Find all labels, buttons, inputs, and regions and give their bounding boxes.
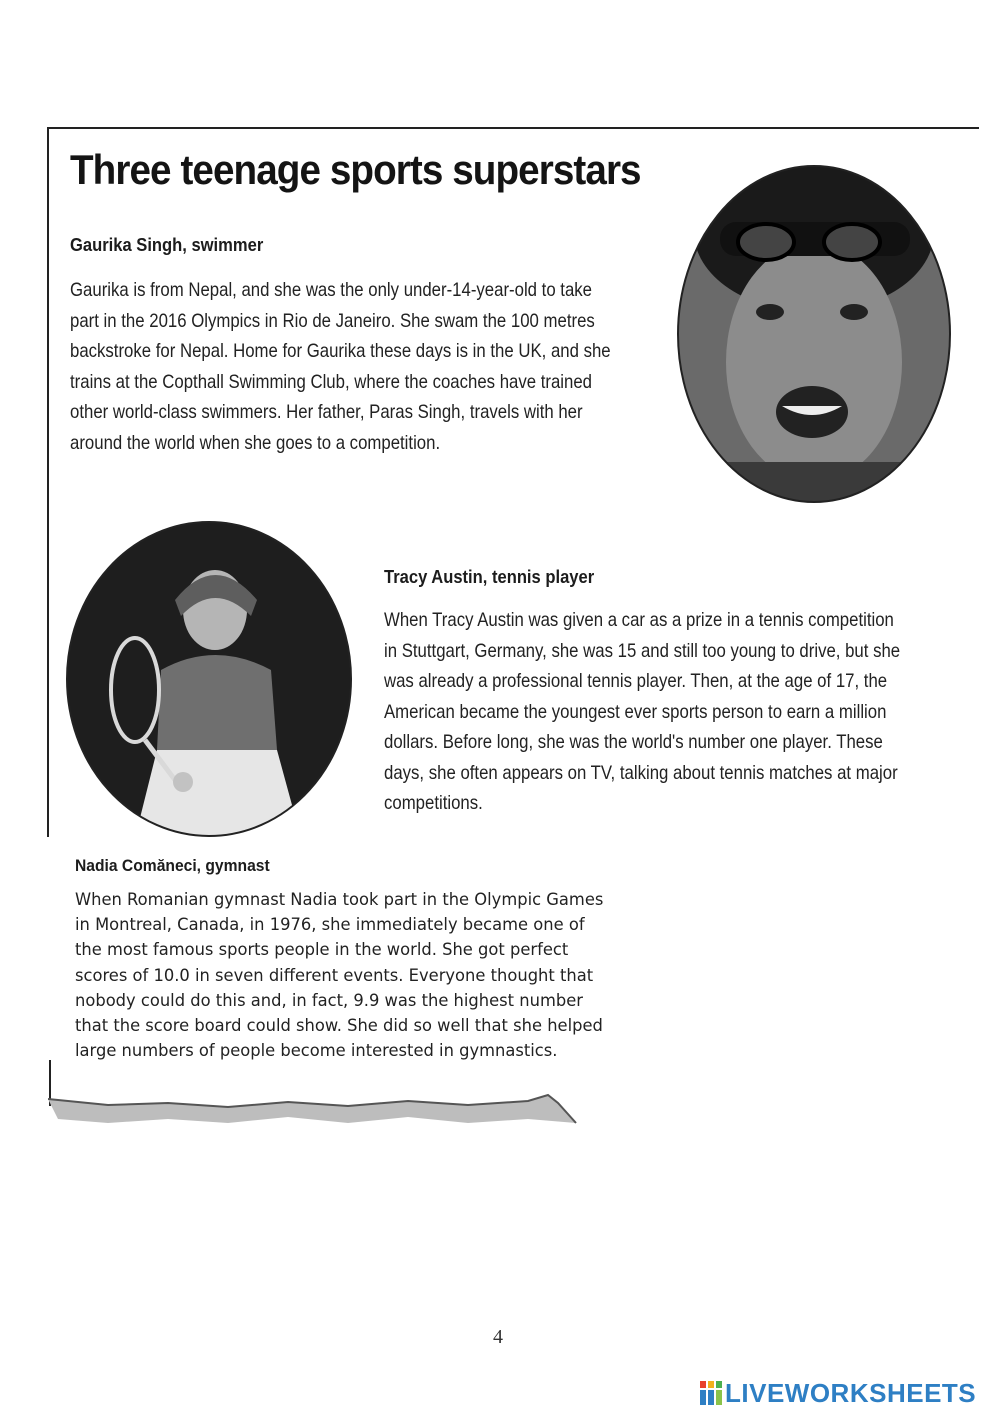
text-line: part in the 2016 Olympics in Rio de Janeiro. She swam the 100 metres <box>70 309 595 332</box>
text-line: competitions. <box>384 792 483 814</box>
text-line: the most famous sports people in the world. She got perfect <box>75 940 569 961</box>
text-line: When Romanian gymnast Nadia took part in the Olympic Games <box>75 890 604 910</box>
liveworksheets-brand[interactable] <box>700 1378 976 1408</box>
frame-top-border <box>47 127 979 129</box>
text-line: backstroke for Nepal. Home for Gaurika these days is in the UK, and she <box>70 340 611 362</box>
text-line: American became the youngest ever sports person to earn a million <box>384 700 887 723</box>
text-line: other world-class swimmers. Her father, Paras Singh, travels with her <box>70 401 583 423</box>
text-line: in Montreal, Canada, in 1976, she immediately became one of <box>75 915 585 936</box>
section-text-tracy <box>384 605 900 819</box>
section-heading-tracy: Tracy Austin, tennis player <box>384 567 595 587</box>
text-line: large numbers of people become interested in gymnastics. <box>75 1041 558 1062</box>
text-line: Gaurika is from Nepal, and she was the only under-14-year-old to take <box>70 279 593 301</box>
text-line: that the score board could show. She did so well that she helped <box>75 1016 603 1037</box>
text-line: around the world when she goes to a competition. <box>70 431 441 454</box>
text-line: in Stuttgart, Germany, she was 15 and still too young to drive, but she <box>384 639 901 662</box>
text-line: trains at the Copthall Swimming Club, where the coaches have trained <box>70 370 593 393</box>
page-number: 4 <box>493 1326 503 1348</box>
text-line: scores of 10.0 in seven different events. Everyone thought that <box>75 965 594 986</box>
swimmer-photo <box>674 162 954 506</box>
liveworksheets-logo-icon <box>700 1381 722 1405</box>
section-text-nadia <box>75 888 603 1064</box>
section-heading-nadia: Nadia Comăneci, gymnast <box>75 856 270 875</box>
text-line: days, she often appears on TV, talking about tennis matches at major <box>384 761 898 784</box>
section-heading-gaurika: Gaurika Singh, swimmer <box>70 235 264 255</box>
text-line: was already a professional tennis player. Then, at the age of 17, the <box>384 670 888 692</box>
section-text-gaurika <box>70 275 611 458</box>
article-title: Three teenage sports superstars <box>70 146 641 193</box>
text-line: When Tracy Austin was given a car as a prize in a tennis competition <box>384 609 894 631</box>
text-line: nobody could do this and, in fact, 9.9 was the highest number <box>75 990 583 1011</box>
frame-left-border <box>47 127 49 837</box>
text-line: dollars. Before long, she was the world's number one player. These <box>384 731 883 753</box>
tennis-player-photo <box>65 520 353 838</box>
brand-name: LIVEWORKSHEETS <box>725 1377 977 1408</box>
torn-paper-edge <box>48 1093 588 1129</box>
